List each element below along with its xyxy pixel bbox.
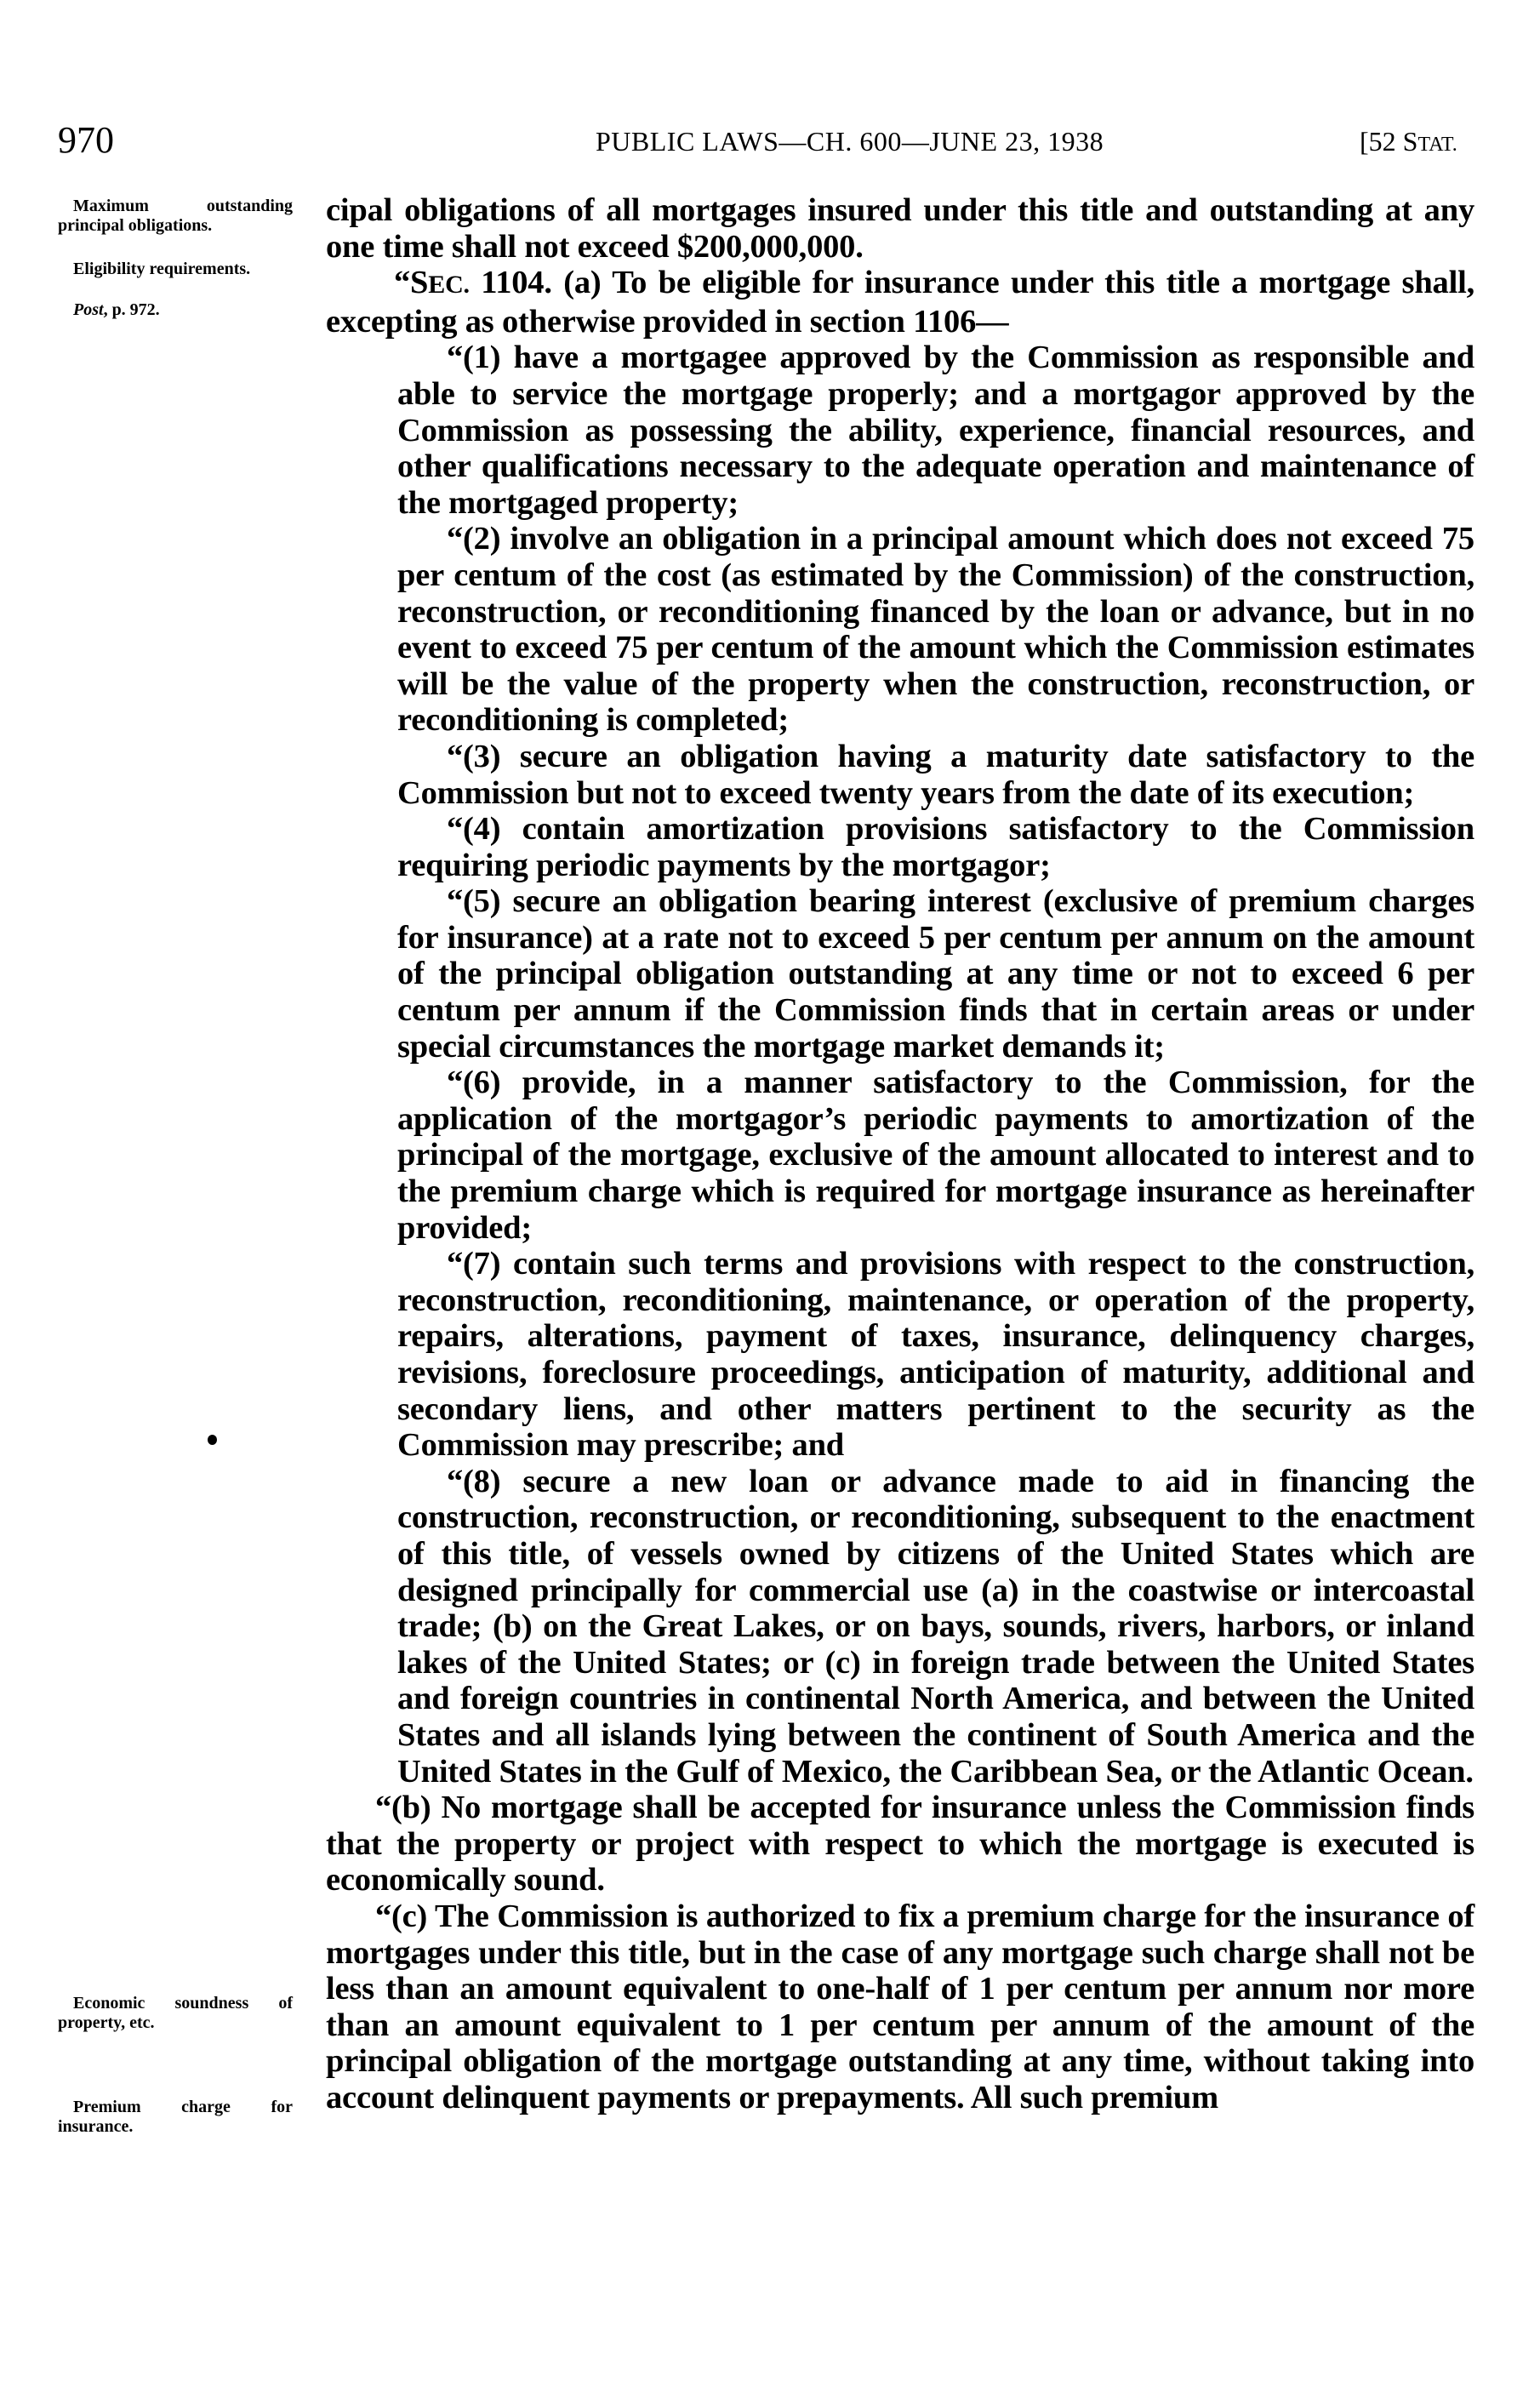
running-head: PUBLIC LAWS—CH. 600—JUNE 23, 1938: [596, 126, 1104, 157]
page-ref: , p. 972.: [103, 300, 160, 319]
item-8: “(8) secure a new loan or advance made to aid in financing the construction, reconstruction, or reconditioning, subsequent to the enactment of this title, of vessels owned by citizens of the United States which are designed principally for commercial use (a) in the coastwise or intercoastal trade; (b) on the Great Lakes, or on bays, sounds, rivers, harbors, or inland lakes of the United States; or (c) in foreign trade between the United States and foreign countries in continental North America, and between the United States and all islands lying between the continent of South America and the United States in the Gulf of Mexico, the Caribbean Sea, or the Atlantic Ocean.: [397, 1463, 1474, 1790]
subsection-c: “(c) The Commission is authorized to fix a premium charge for the insurance of mortgages under this title, but in the case of any mortgage such charge shall not be less than an amount equivalent to one-half of 1 per centum per annum nor more than an amount equivalent to 1 per centum per annum of the amount of the principal obligation of the mortgage outstanding at any time, without taking into account delinquent payments or prepayments. All such premium: [326, 1898, 1474, 2115]
item-1: “(1) have a mortgagee approved by the Commission as responsible and able to service the mortgage properly; and a mortgagor approved by the Commission as possessing the ability, experience, financial resources, and other qualifications necessary to the adequate operation and maintenance of the mortgaged property;: [397, 340, 1474, 521]
subsection-b: “(b) No mortgage shall be accepted for insurance unless the Commission finds that the property or project with respect to which the mortgage is executed is economically sound.: [326, 1790, 1474, 1898]
item-6: “(6) provide, in a manner satisfactory to the Commission, for the application of the mortgagor’s periodic payments to amortization of the principal of the mortgage, exclusive of the amount allocated to interest and to the premium charge which is required for mortgage insurance as hereinafter provided;: [397, 1065, 1474, 1246]
volume-ref-prefix: [52 S: [1360, 126, 1418, 157]
margin-note-text: Eligibility requirements.: [73, 260, 251, 278]
print-speck: [208, 1435, 217, 1445]
margin-note-text: Premium charge for insurance.: [58, 2098, 293, 2136]
item-3: “(3) secure an obligation having a maturity date satisfactory to the Commission but not to exceed twenty years from the date of its execution;: [397, 738, 1474, 811]
volume-ref-smallcaps: TAT.: [1417, 134, 1457, 156]
item-7: “(7) contain such terms and provisions with respect to the construction, reconstruction, reconditioning, maintenance, or operation of the property, repairs, alterations, payment of taxes, insurance, delinquency charges, revisions, foreclosure proceedings, anticipation of maturity, additional and secondary liens, and other matters pertinent to the security as the Commission may prescribe; and: [397, 1246, 1474, 1464]
section-abbrev: EC.: [428, 271, 470, 300]
margin-note-premium-charge: [58, 2098, 293, 2137]
item-5: “(5) secure an obligation bearing interest (exclusive of premium charges for insurance) at a rate not to exceed 5 per centum per annum on the amount of the principal obligation outstanding at any time or not to exceed 6 per centum per annum if the Commission finds that in certain areas or under special circumstances the mortgage market demands it;: [397, 883, 1474, 1065]
page-number: 970: [58, 119, 114, 161]
cross-reference: [58, 300, 293, 320]
post-label: Post: [73, 300, 104, 319]
section-open-quote: “S: [394, 265, 429, 301]
statute-body: [326, 192, 1474, 2115]
margin-note-post-reference: [58, 300, 293, 320]
item-2: “(2) involve an obligation in a principal amount which does not exceed 75 per centum of the cost (as estimated by the Commission) of the construction, reconstruction, or reconditioning financed by the loan or advance, but in no event to exceed 75 per centum of the amount which the Commission estimates will be the value of the property when the construction, reconstruction, or reconditioning is completed;: [397, 521, 1474, 739]
section-text: 1104. (a) To be eligible for insurance under this title a mortgage shall, excepting as otherwise provided in section 1106—: [326, 265, 1474, 340]
intro-paragraph: cipal obligations of all mortgages insured under this title and outstanding at any one time shall not exceed $200,000,000.: [326, 192, 1474, 265]
margin-note-economic-soundness: [58, 1994, 293, 2033]
volume-reference: [1360, 123, 1457, 163]
margin-note-eligibility: [58, 260, 293, 279]
item-4: “(4) contain amortization provisions satisfactory to the Commission requiring periodic payments by the mortgagor;: [397, 811, 1474, 883]
margin-note-maximum-outstanding: [58, 197, 293, 236]
margin-note-text: Economic soundness of property, etc.: [58, 1994, 293, 2032]
page-header: [0, 119, 1540, 162]
margin-note-text: Maximum outstanding principal obligations.: [58, 197, 293, 235]
section-1104-paragraph: [326, 265, 1474, 340]
